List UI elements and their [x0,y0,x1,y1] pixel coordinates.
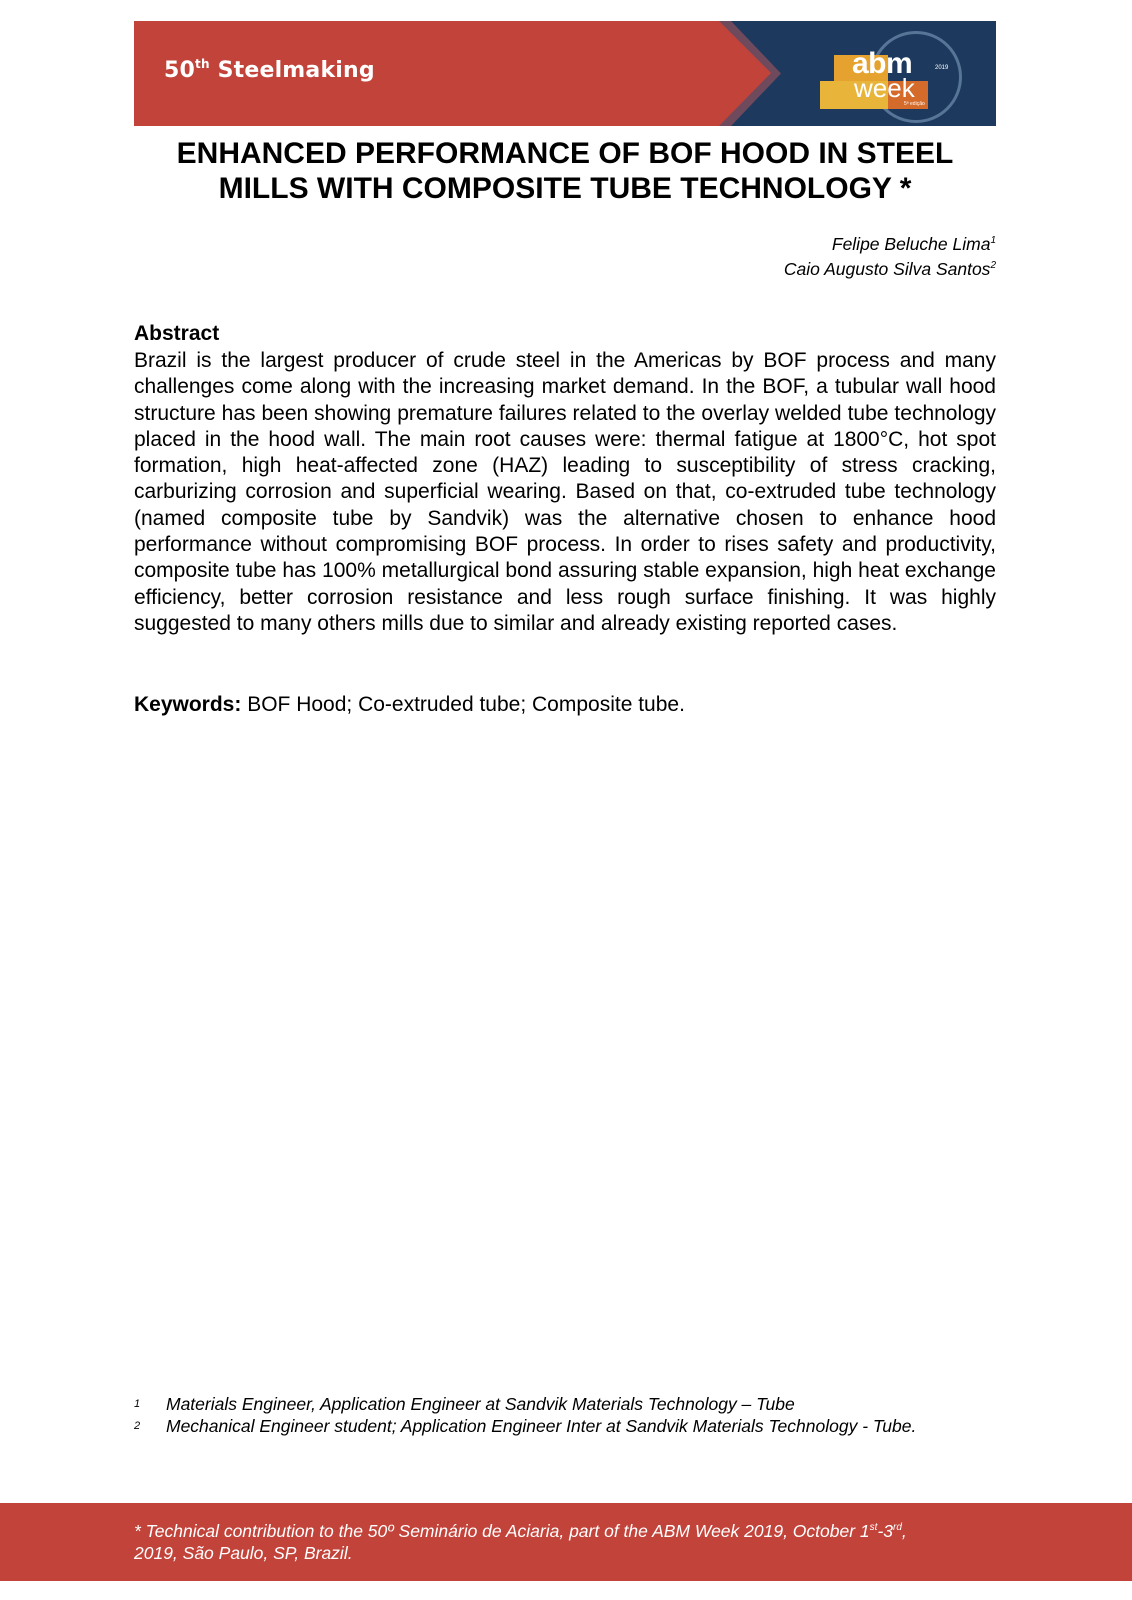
footer-text: 2019, São Paulo, SP, Brazil. [134,1542,353,1563]
header-banner [134,21,996,126]
keywords-text: BOF Hood; Co-extruded tube; Composite tube. [241,693,685,716]
footnote-text: Materials Engineer, Application Engineer at Sandvik Materials Technology – Tube [166,1394,795,1414]
footer-text: -3 [877,1520,893,1541]
event-number-suffix: th [195,57,210,71]
footer-sup: st [869,1522,878,1533]
footer-text: , [901,1520,907,1541]
footnote-text: Mechanical Engineer student; Application Engineer Inter at Sandvik Materials Technology - Tube. [166,1416,917,1436]
event-name: Steelmaking [217,58,375,83]
event-number: 50 [164,58,196,83]
logo-year: 2019 [935,65,949,71]
author-name: Caio Augusto Silva Santos [783,258,991,279]
footnote [134,1415,916,1437]
logo-edition: 5ª edição [904,101,925,107]
footnotes [134,1393,916,1437]
event-label [164,57,375,83]
keywords [134,693,685,717]
logo-abm-text: abm [852,47,913,80]
footnote-mark: 1 [134,1398,141,1410]
author-name: Felipe Beluche Lima [831,233,991,254]
author-2 [784,255,996,280]
author-mark: 1 [990,235,996,246]
logo-week-text: week [854,73,915,103]
abstract-body: Brazil is the largest producer of crude steel in the Americas by BOF process and many challenges come along with the increasing market demand. In the BOF, a tubular wall hood structure has been showing premature failures related to the overlay welded tube technology placed in the hood wall. The main root causes were: thermal fatigue at 1800°C, hot spot formation, high heat-affected zone (HAZ) leading to susceptibility of stress cracking, carburizing corrosion and superficial wearing. Based on that, co-extruded tube technology (named composite tube by Sandvik) was the alternative chosen to enhance hood performance without compromising BOF process. In order to rises safety and productivity, composite tube has 100% metallurgical bond assuring stable expansion, high heat exchange efficiency, better corrosion resistance and less rough surface finishing. It was highly suggested to many others mills due to similar and already existing reported cases. [134,349,996,635]
abm-week-logo [820,25,965,121]
paper-title: ENHANCED PERFORMANCE OF BOF HOOD IN STEEL MILLS WITH COMPOSITE TUBE TECHNOLOGY * [176,137,954,205]
footer-note [134,1517,996,1564]
author-1 [784,230,996,255]
abstract-heading: Abstract [134,322,220,345]
author-mark: 2 [990,259,996,271]
footer-text: * Technical contribution to the 50º Seminário de Aciaria, part of the ABM Week 2019, October 1 [134,1520,870,1541]
footer-bar [0,1503,1132,1581]
footnote-mark: 2 [134,1420,141,1432]
footer-sup: rd [893,1522,902,1533]
keywords-label: Keywords: [134,693,242,716]
author-list [784,230,996,280]
footnote [134,1393,916,1415]
